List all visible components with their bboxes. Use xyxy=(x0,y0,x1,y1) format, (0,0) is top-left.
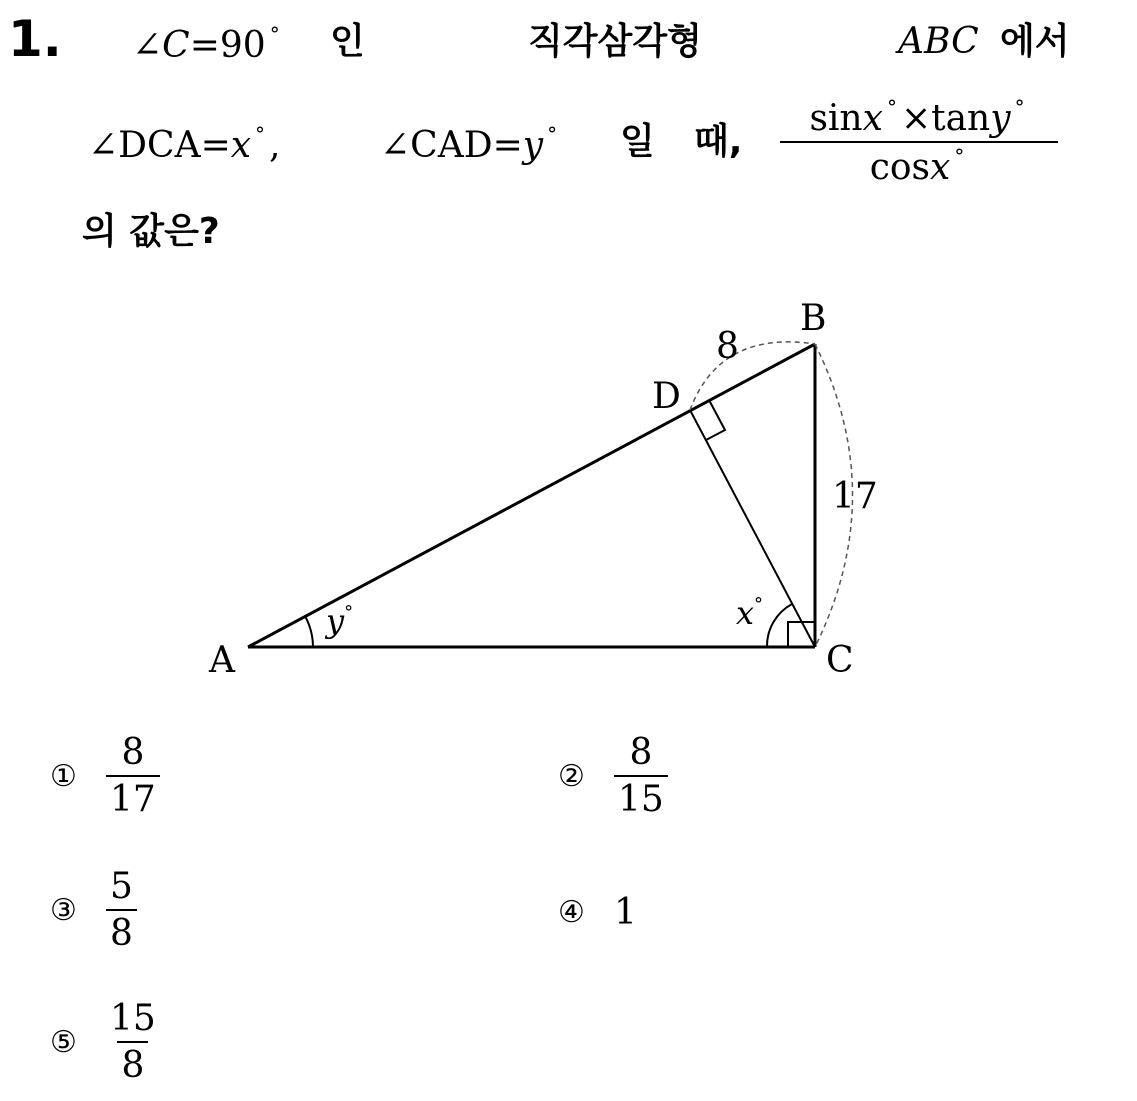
triangle-letters: ABC xyxy=(898,21,979,62)
point-a-label: A xyxy=(209,640,235,681)
angle-cad-label: ∠CAD= xyxy=(380,125,523,166)
question-number: 1. xyxy=(8,10,62,68)
word-right-triangle: 직각삼각형 xyxy=(528,21,702,62)
point-c-label: C xyxy=(826,640,854,681)
choice-value: 1 xyxy=(614,892,637,933)
choice-2[interactable] xyxy=(558,732,668,821)
choice-marker: ① xyxy=(50,758,77,794)
angle-dca-var: x xyxy=(230,125,252,166)
angle-x-label: x° xyxy=(736,594,764,632)
choice-1[interactable] xyxy=(50,732,160,821)
choice-marker: ③ xyxy=(50,892,77,928)
expression-numerator: sinx ° ×tany ° xyxy=(809,95,1025,139)
angle-cad-var: y xyxy=(522,125,544,166)
comma: , xyxy=(269,125,281,166)
right-angle-mark-c xyxy=(788,622,815,647)
choice-fraction: $\frac{15}{8}$ xyxy=(110,998,156,1087)
word-il: 일 xyxy=(620,121,655,162)
degree-mark: ° xyxy=(255,122,266,146)
angle-c-value: =90 xyxy=(189,25,266,66)
angle-y-label: y° xyxy=(326,602,354,640)
length-db-label: 8 xyxy=(716,326,739,367)
choice-fraction: $\frac{8}{17}$ xyxy=(106,732,160,821)
word-ttae: 때, xyxy=(694,121,743,162)
angle-symbol: ∠ xyxy=(132,25,163,66)
choice-marker: ⑤ xyxy=(50,1024,77,1060)
choice-fraction: $\frac{8}{15}$ xyxy=(614,732,668,821)
right-angle-mark-d xyxy=(706,400,725,440)
choice-5[interactable] xyxy=(50,998,160,1087)
choice-marker: ② xyxy=(558,758,585,794)
length-bc-label: 17 xyxy=(832,476,878,517)
word-eseo: 에서 xyxy=(1000,21,1070,62)
degree-mark: ° xyxy=(547,122,558,146)
angle-arc-a xyxy=(305,616,313,647)
point-b-label: B xyxy=(800,298,827,339)
choice-marker: ④ xyxy=(558,895,585,930)
choice-4[interactable] xyxy=(558,892,637,933)
choice-fraction: $\frac{5}{8}$ xyxy=(106,866,137,955)
point-d-label: D xyxy=(652,376,681,417)
degree-mark: ° xyxy=(269,22,280,46)
angle-dca-label: ∠DCA= xyxy=(88,125,231,166)
expression-denominator: cosx ° xyxy=(780,141,1058,188)
word-in: 인 xyxy=(330,21,365,62)
angle-c-letter: C xyxy=(162,25,190,66)
choice-3[interactable] xyxy=(50,866,137,955)
word-value-question: 의 값은? xyxy=(82,211,220,252)
